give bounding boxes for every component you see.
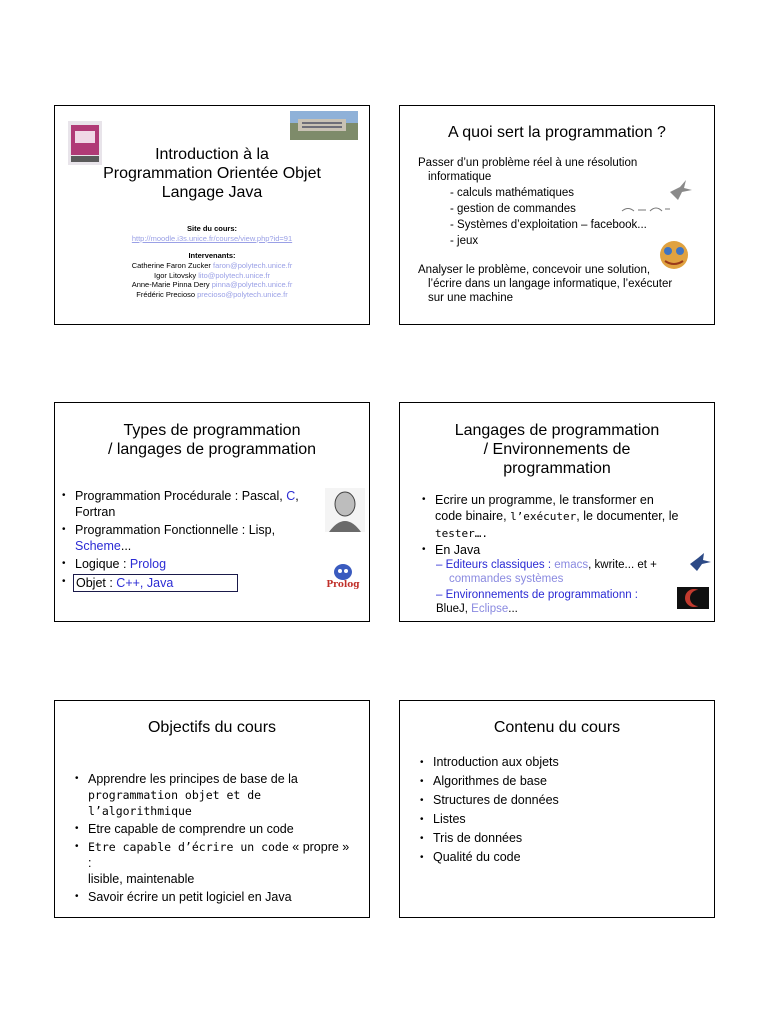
email-link[interactable]: precioso@polytech.unice.fr [197, 289, 288, 299]
formula-image [620, 202, 672, 216]
person-name: Catherine Faron Zucker [131, 261, 211, 270]
item-text: code binaire, [435, 509, 511, 523]
slide-purpose [399, 105, 715, 325]
list-item [62, 556, 331, 572]
sub-item-text: – Editeurs classiques : [436, 559, 555, 571]
text-line: Passer d’un problème réel à une résolution [418, 157, 638, 169]
language-name: C++, Java [116, 576, 174, 590]
list-item: - jeux [450, 235, 479, 247]
item-tail: , [295, 489, 299, 503]
person-line [55, 290, 369, 300]
list-item: • Etre capable de comprendre un code [75, 821, 355, 837]
sub-item-text: BlueJ, [436, 603, 472, 615]
slide-title: Objectifs du cours [147, 719, 277, 736]
email-link[interactable]: pinna@polytech.unice.fr [211, 280, 293, 289]
person-line [55, 271, 369, 281]
title-line: Langages de programmation [454, 422, 660, 439]
sub-item-text: ... [508, 603, 518, 615]
item-text: « propre » : [88, 840, 350, 870]
editor-name: emacs [554, 559, 589, 571]
item-text: Programmation Procédurale : Pascal, [75, 489, 287, 503]
person-line [55, 280, 369, 290]
prolog-logo-text: Prolog [326, 580, 360, 590]
contents-list [420, 753, 700, 867]
language-name: C [286, 489, 296, 503]
pascal-portrait-image [325, 488, 365, 532]
text-line: l’écrire dans un langage informatique, l’exécuter [428, 278, 673, 290]
item-text: lisible, maintenable [88, 872, 195, 886]
email-link[interactable]: faron@polytech.unice.fr [212, 261, 293, 270]
objectives-list [75, 771, 355, 907]
title-line: / Environnements de [483, 441, 631, 458]
course-url-link[interactable]: http://moodle.i3s.unice.fr/course/view.php?id=91 [131, 234, 293, 243]
selection-box [73, 574, 238, 592]
title-line: / langages de programmation [107, 441, 317, 458]
list-item [62, 522, 331, 554]
sub-item-text: – Environnements de programmationn : [436, 589, 638, 601]
sub-item-text: , kwrite... et + [588, 559, 657, 571]
title-line: programmation [503, 460, 611, 477]
slide-title [55, 145, 369, 202]
sub-item [422, 558, 700, 586]
list-item [422, 492, 700, 542]
list-item [75, 771, 355, 819]
sub-item [422, 588, 700, 616]
language-name: Prolog [129, 557, 167, 571]
person-name: Frédéric Precioso [136, 289, 196, 299]
bird-icon [668, 178, 694, 202]
slide-title [400, 421, 714, 478]
item-text-mono: l’exécuter [510, 510, 577, 523]
eclipse-image [677, 587, 709, 609]
item-text-mono: Etre capable d’écrire un code [88, 840, 289, 854]
list-item-selected [62, 574, 331, 592]
item-text-mono: programmation objet et de l’algorithmique [88, 788, 262, 818]
title-line: Programmation Orientée Objet [103, 165, 321, 182]
list-item: • Algorithmes de base [420, 772, 700, 791]
item-text: Programmation Fonctionnelle : Lisp, [75, 523, 276, 537]
slide-types [54, 402, 370, 622]
item-tail: ... [120, 539, 132, 553]
list-item: • Introduction aux objets [420, 753, 700, 772]
title-line: Types de programmation [123, 422, 301, 439]
list-item: • En Java [422, 542, 700, 558]
prolog-logo [325, 561, 361, 591]
title-line: Langage Java [161, 184, 263, 201]
person-name: Igor Litovsky [153, 270, 197, 280]
list-item: • Savoir écrire un petit logiciel en Java [75, 889, 355, 905]
item-text: Apprendre les principes de base de la [88, 772, 298, 786]
person-name: Anne-Marie Pinna Dery [131, 280, 210, 289]
slide-contents [399, 700, 715, 918]
slide-languages [399, 402, 715, 622]
building-photo [290, 111, 358, 140]
text-line: informatique [428, 171, 492, 183]
slide-title: A quoi sert la programmation ? [448, 124, 666, 141]
types-list [62, 488, 331, 594]
list-item [62, 488, 331, 520]
list-item: • Tris de données [420, 829, 700, 848]
list-item [75, 839, 355, 887]
item-text: Objet : [76, 576, 117, 590]
list-item: - Systèmes d’exploitation – facebook... [450, 219, 647, 231]
item-text: , le documenter, le [576, 509, 679, 523]
title-line: Introduction à la [155, 146, 269, 163]
intervenants-label: Intervenants: [188, 251, 236, 260]
list-item: - gestion de commandes [450, 203, 576, 215]
list-item: • Listes [420, 810, 700, 829]
list-item: - calculs mathématiques [450, 187, 574, 199]
ide-name: Eclipse [471, 603, 509, 615]
slide-title [55, 421, 369, 459]
item-text: Logique : [75, 557, 130, 571]
email-link[interactable]: lito@polytech.unice.fr [198, 270, 271, 280]
slide-title: Contenu du cours [493, 719, 621, 736]
game-character-image [655, 239, 693, 271]
site-label: Site du cours: [186, 224, 237, 233]
commands-text: commandes systèmes [449, 573, 564, 585]
item-text: Ecrire un programme, le transformer en [435, 493, 654, 507]
text-line: sur une machine [428, 292, 514, 304]
text-line: Analyser le problème, concevoir une solution, [418, 264, 651, 276]
language-name: Scheme [75, 539, 121, 553]
list-item: • Structures de données [420, 791, 700, 810]
slide-objectives [54, 700, 370, 918]
languages-body [422, 492, 700, 616]
item-text-mono: tester…. [435, 527, 488, 540]
bluej-bird-icon [688, 552, 712, 572]
slide-intro [54, 105, 370, 325]
item-text: Fortran [75, 505, 116, 519]
list-item: • Qualité du code [420, 848, 700, 867]
person-line [55, 261, 369, 271]
